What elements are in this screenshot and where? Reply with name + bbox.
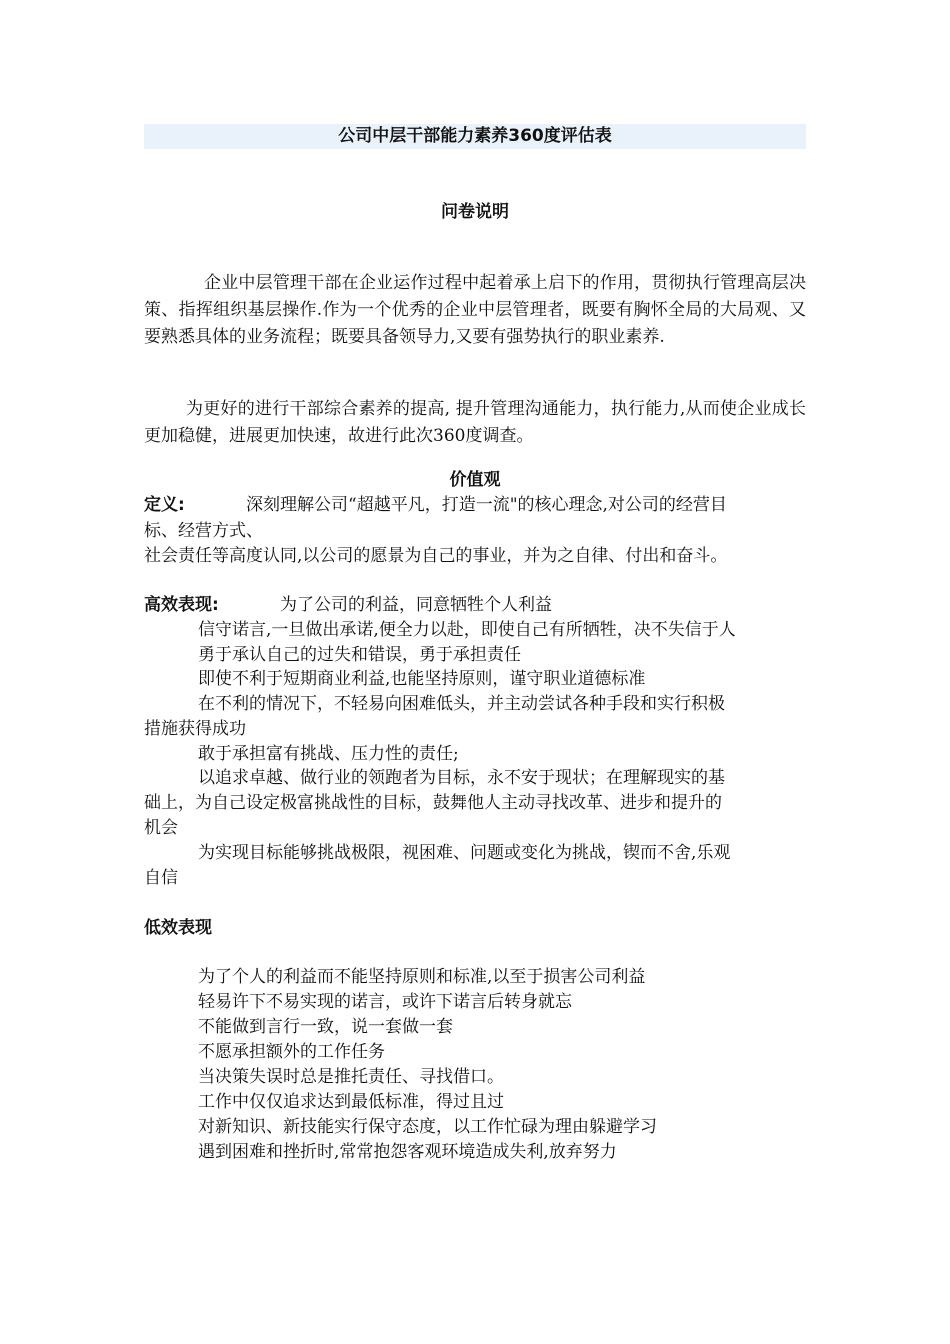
- intro-heading: 问卷说明: [441, 202, 509, 222]
- definition-line-1: 深刻理解公司“超越平凡，打造一流"的核心理念,对公司的经营目: [246, 495, 727, 515]
- high-performance-first-item: 为了公司的利益，同意牺牲个人利益: [280, 595, 552, 615]
- high-performance-item-excellence-line-2: 础上，为自己设定极富挑战性的目标，鼓舞他人主动寻找改革、进步和提升的: [144, 793, 722, 813]
- low-performance-item: 当决策失误时总是推托责任、寻找借口。: [198, 1067, 504, 1087]
- low-performance-item: 不能做到言行一致，说一套做一套: [198, 1017, 453, 1037]
- high-performance-item-challenge: 敢于承担富有挑战、压力性的责任;: [198, 744, 459, 764]
- document-title: 公司中层干部能力素养360度评估表: [144, 124, 806, 149]
- high-performance-item-limits-line-2: 自信: [144, 868, 178, 888]
- low-performance-item: 工作中仅仅追求达到最低标准，得过且过: [198, 1092, 504, 1112]
- values-heading: 价值观: [449, 470, 501, 490]
- high-performance-item-unfavorable-line-1: 在不利的情况下，不轻易向困难低头，并主动尝试各种手段和实行积极: [198, 694, 725, 714]
- low-performance-item: 不愿承担额外的工作任务: [198, 1042, 385, 1062]
- high-performance-item: 勇于承认自己的过失和错误，勇于承担责任: [198, 645, 521, 665]
- definition-label: 定义:: [144, 495, 185, 515]
- high-performance-item: 信守诺言,一旦做出承诺,便全力以赴，即使自己有所牺牲，决不失信于人: [198, 620, 736, 640]
- intro-paragraph-2: 为更好的进行干部综合素养的提高, 提升管理沟通能力，执行能力,从而使企业成长更加稳健，进展更加快速，故进行此次360度调查。: [144, 399, 806, 446]
- definition-line-3: 社会责任等高度认同,以公司的愿景为自己的事业，并为之自律、付出和奋斗。: [144, 546, 728, 566]
- low-performance-item: 遇到困难和挫折时,常常抱怨客观环境造成失利,放弃努力: [198, 1142, 617, 1162]
- high-performance-item-excellence-line-1: 以追求卓越、做行业的领跑者为目标，永不安于现状；在理解现实的基: [198, 768, 725, 788]
- high-performance-item-excellence-line-3: 机会: [144, 818, 178, 838]
- high-performance-item: 即使不利于短期商业利益,也能坚持原则，谨守职业道德标准: [198, 669, 646, 689]
- low-performance-item: 为了个人的利益而不能坚持原则和标准,以至于损害公司利益: [198, 967, 646, 987]
- intro-paragraph-1: 企业中层管理干部在企业运作过程中起着承上启下的作用，贯彻执行管理高层决策、指挥组织基层操作.作为一个优秀的企业中层管理者，既要有胸怀全局的大局观、又要熟悉具体的业务流程；既要具备领导力,又要有强势执行的职业素养.: [144, 273, 806, 347]
- low-performance-item: 对新知识、新技能实行保守态度，以工作忙碌为理由躲避学习: [198, 1117, 657, 1137]
- low-performance-item: 轻易许下不易实现的诺言，或许下诺言后转身就忘: [198, 992, 572, 1012]
- definition-line-2: 标、经营方式、: [144, 521, 263, 541]
- high-performance-label: 高效表现:: [144, 595, 219, 615]
- high-performance-item-limits-line-1: 为实现目标能够挑战极限，视困难、问题或变化为挑战，锲而不舍,乐观: [198, 843, 731, 863]
- high-performance-item-unfavorable-line-2: 措施获得成功: [144, 719, 246, 739]
- low-performance-label: 低效表现: [144, 918, 212, 938]
